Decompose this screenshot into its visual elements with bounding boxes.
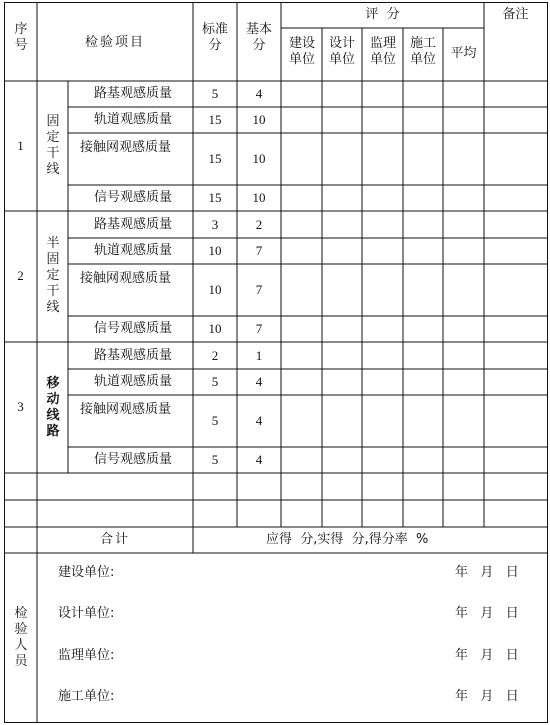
section-3-row-1-base: 1 xyxy=(255,348,263,363)
inspector-unit-4: 施工单位: xyxy=(58,689,115,704)
section-1-row-4-base: 10 xyxy=(252,190,266,205)
section-1-row-2-std: 15 xyxy=(208,112,222,127)
inspector-unit-2: 设计单位: xyxy=(58,606,115,621)
header-std-score: 标准分 xyxy=(201,22,228,53)
section-2-row-3-base: 7 xyxy=(255,282,263,297)
header-item: 检验项目 xyxy=(84,35,145,50)
section-3-row-1-item: 路基观感质量 xyxy=(94,348,173,363)
section-2-row-4-std: 10 xyxy=(208,321,222,336)
inspector-date-3: 年 月 日 xyxy=(455,648,519,663)
section-2-row-2-base: 7 xyxy=(255,243,263,258)
section-2-no: 2 xyxy=(17,268,24,283)
section-1-row-3-std: 15 xyxy=(208,151,222,166)
section-1-row-3-base: 10 xyxy=(252,151,266,166)
section-2-row-1-base: 2 xyxy=(255,217,263,232)
section-3-name: 移动线路 xyxy=(46,376,60,439)
section-1-row-4-item: 信号观感质量 xyxy=(94,190,173,205)
inspector-unit-1: 建设单位: xyxy=(58,565,115,580)
section-1-no: 1 xyxy=(17,138,24,153)
section-2-row-1-item: 路基观感质量 xyxy=(94,217,173,232)
inspector-date-4: 年 月 日 xyxy=(455,689,519,704)
section-2-row-2-item: 轨道观感质量 xyxy=(94,243,173,258)
header-remarks: 备注 xyxy=(502,7,529,22)
header-rating-col-2: 设计单位 xyxy=(328,36,355,67)
inspector-date-1: 年 月 日 xyxy=(455,565,519,580)
section-1-row-3-item: 接触网观感质量 xyxy=(80,140,172,155)
total-text: 应得 分,实得 分,得分率 % xyxy=(266,532,429,547)
inspector-date-2: 年 月 日 xyxy=(455,606,519,621)
section-1-row-1-item: 路基观感质量 xyxy=(94,86,173,101)
section-3-row-2-item: 轨道观感质量 xyxy=(94,374,173,389)
section-3-row-3-base: 4 xyxy=(255,413,263,428)
header-rating-col-1: 建设单位 xyxy=(288,36,315,67)
header-base-score: 基本分 xyxy=(245,22,272,53)
section-2-row-2-std: 10 xyxy=(208,243,222,258)
section-1-row-1-std: 5 xyxy=(211,86,219,101)
section-1-row-2-base: 10 xyxy=(252,112,266,127)
inspector-unit-3: 监理单位: xyxy=(58,648,115,663)
section-1-row-2-item: 轨道观感质量 xyxy=(94,112,173,127)
header-seq: 序号 xyxy=(14,22,28,53)
section-2-name: 半固定干线 xyxy=(46,236,60,315)
section-3-row-2-base: 4 xyxy=(255,374,263,389)
section-3-row-3-std: 5 xyxy=(211,413,219,428)
section-1-name: 固定干线 xyxy=(46,114,60,177)
section-3-row-4-std: 5 xyxy=(211,452,219,467)
section-2-row-3-std: 10 xyxy=(208,282,222,297)
section-2-row-4-base: 7 xyxy=(255,321,263,336)
header-rating-col-5: 平均 xyxy=(450,46,477,61)
section-3-row-4-item: 信号观感质量 xyxy=(94,452,173,467)
section-3-row-4-base: 4 xyxy=(255,452,263,467)
header-rating-col-4: 施工单位 xyxy=(409,36,436,67)
section-1-row-1-base: 4 xyxy=(255,86,263,101)
total-label: 合计 xyxy=(99,532,130,547)
section-2-row-1-std: 3 xyxy=(211,217,219,232)
section-1-row-4-std: 15 xyxy=(208,190,222,205)
section-2-row-3-item: 接触网观感质量 xyxy=(80,271,172,286)
header-rating: 评 分 xyxy=(365,7,400,22)
section-3-row-3-item: 接触网观感质量 xyxy=(80,402,172,417)
section-3-row-1-std: 2 xyxy=(211,348,219,363)
section-3-row-2-std: 5 xyxy=(211,374,219,389)
section-2-row-4-item: 信号观感质量 xyxy=(94,321,173,336)
header-rating-col-3: 监理单位 xyxy=(369,36,396,67)
section-3-no: 3 xyxy=(17,399,24,414)
inspectors-label: 检验人员 xyxy=(14,606,28,669)
